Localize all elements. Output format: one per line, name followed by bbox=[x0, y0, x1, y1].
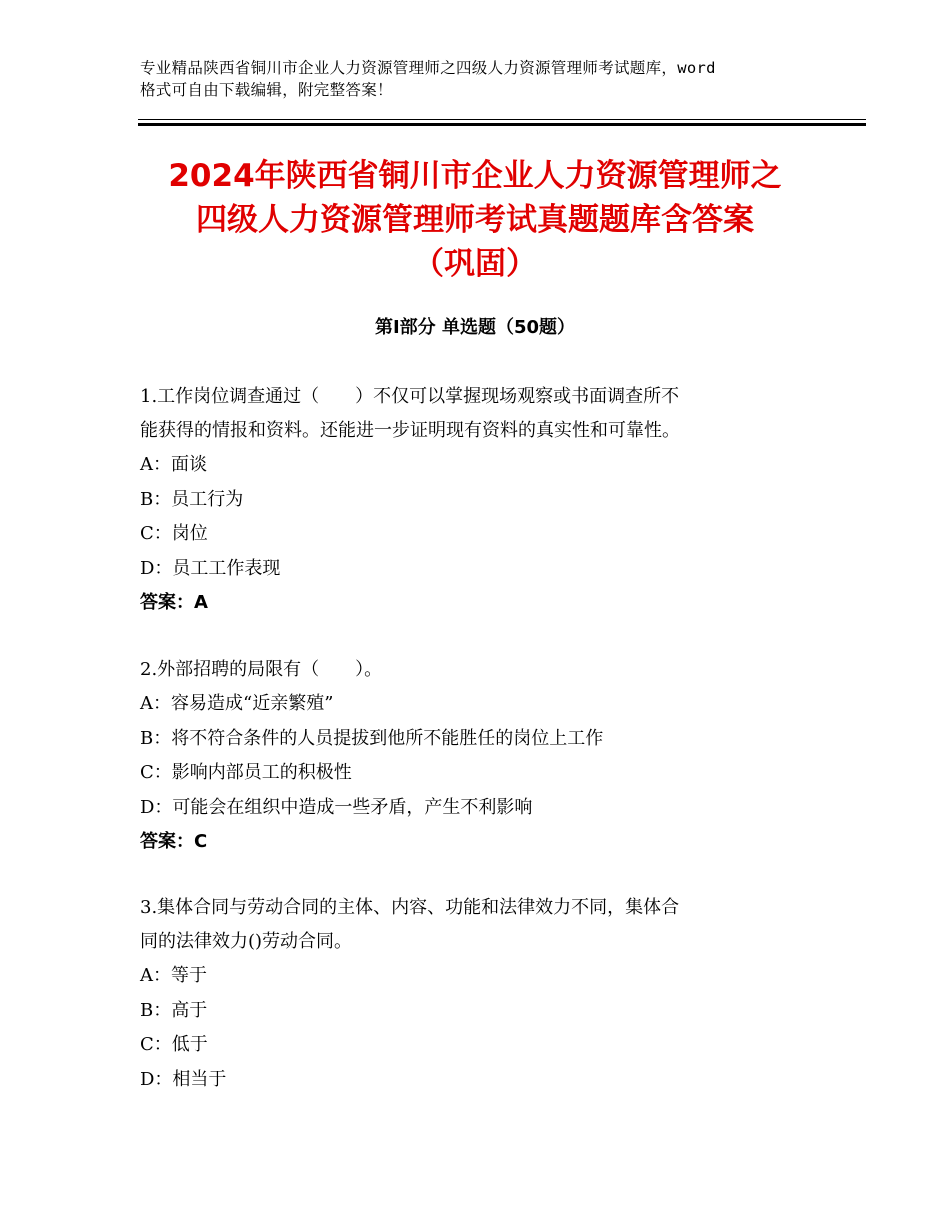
question-stem-line: 3.集体合同与劳动合同的主体、内容、功能和法律效力不同，集体合 bbox=[140, 897, 680, 918]
question-3 bbox=[140, 891, 810, 1097]
title-line-1: 2024年陕西省铜川市企业人力资源管理师之 bbox=[168, 158, 782, 194]
answer: 答案：C bbox=[140, 831, 208, 852]
option-c: C：岗位 bbox=[140, 523, 208, 544]
question-2 bbox=[140, 653, 810, 859]
answer: 答案：A bbox=[140, 592, 208, 613]
option-b: B：将不符合条件的人员提拔到他所不能胜任的岗位上工作 bbox=[140, 727, 604, 749]
option-d: D：相当于 bbox=[140, 1068, 227, 1090]
header-divider-thin bbox=[138, 119, 866, 120]
option-d: D：员工工作表现 bbox=[140, 557, 281, 579]
question-stem-line: 1.工作岗位调查通过（ ）不仅可以掌握现场观察或书面调查所不 bbox=[140, 386, 680, 407]
header-line-2: 格式可自由下载编辑，附完整答案！ bbox=[140, 81, 393, 99]
option-a: A：等于 bbox=[140, 965, 207, 986]
section-title: 第Ⅰ部分 单选题（50题） bbox=[374, 317, 575, 338]
question-stem-line: 2.外部招聘的局限有（ ）。 bbox=[140, 659, 383, 680]
header-line-1: 专业精品陕西省铜川市企业人力资源管理师之四级人力资源管理师考试题库，word bbox=[140, 59, 716, 77]
question-1 bbox=[140, 380, 810, 620]
question-stem-line: 能获得的情报和资料。还能进一步证明现有资料的真实性和可靠性。 bbox=[140, 420, 680, 441]
option-c: C：影响内部员工的积极性 bbox=[140, 762, 352, 783]
option-a: A：面谈 bbox=[140, 454, 207, 475]
option-b: B：员工行为 bbox=[140, 488, 244, 510]
document-title bbox=[100, 154, 850, 286]
option-c: C：低于 bbox=[140, 1034, 208, 1055]
option-b: B：高于 bbox=[140, 999, 208, 1021]
option-a: A：容易造成“近亲繁殖” bbox=[140, 693, 334, 714]
document-header bbox=[140, 57, 820, 101]
title-line-3: （巩固） bbox=[413, 246, 537, 282]
option-d: D：可能会在组织中造成一些矛盾，产生不利影响 bbox=[140, 796, 533, 818]
title-line-2: 四级人力资源管理师考试真题题库含答案 bbox=[196, 202, 754, 238]
header-divider-thick bbox=[138, 123, 866, 126]
question-stem-line: 同的法律效力()劳动合同。 bbox=[140, 931, 353, 952]
